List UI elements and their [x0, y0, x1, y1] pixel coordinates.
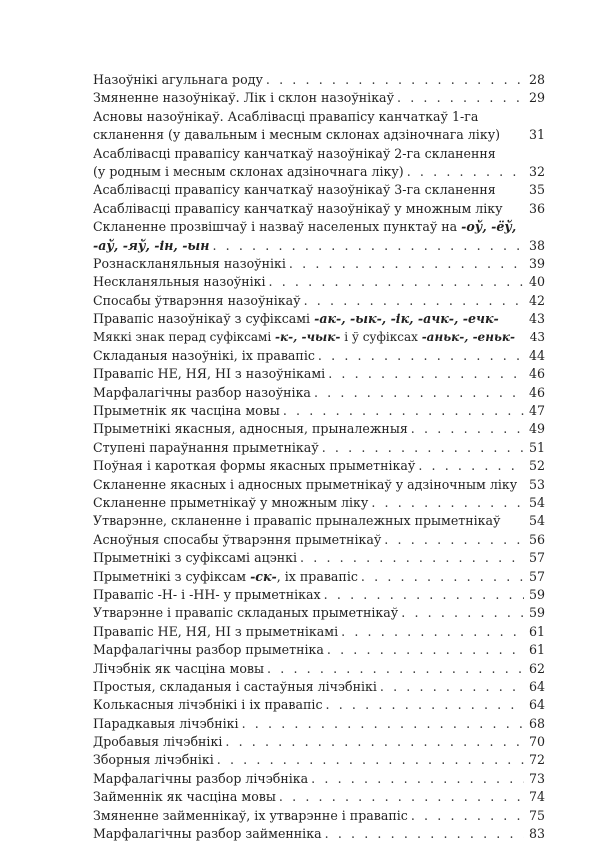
- toc-entry-title: [93, 770, 308, 788]
- toc-page-number: 70: [528, 734, 545, 750]
- toc-entry-text: Прыметнік як часціна мовы: [93, 403, 280, 419]
- toc-entry-title: [93, 788, 276, 806]
- toc-entry-title: [93, 292, 301, 310]
- toc-entry-text: Мяккі знак перад суфіксамі: [93, 330, 272, 345]
- toc-dot-leader: [401, 604, 524, 622]
- toc-page-number: 49: [528, 421, 545, 437]
- toc-entry[interactable]: [93, 126, 545, 144]
- toc-entry-text: Правапіс назоўнікаў з суфіксамі: [93, 311, 311, 327]
- toc-dot-leader: [212, 237, 524, 255]
- toc-entry-text: Марфалагічны разбор прыметніка: [93, 642, 324, 658]
- toc-dot-leader: [314, 384, 524, 402]
- toc-entry[interactable]: [93, 678, 545, 696]
- toc-entry[interactable]: [93, 641, 545, 659]
- toc-page-number: 44: [528, 347, 545, 363]
- toc-entry[interactable]: [93, 457, 545, 475]
- toc-entry-text: Зборныя лічэбнікі: [93, 752, 214, 768]
- toc-page-number: 72: [528, 752, 545, 768]
- toc-entry-text: Скланенне прыметнікаў у множным ліку: [93, 494, 369, 510]
- toc-entry-text: Асаблівасці правапісу канчаткаў назоўнікаў 2-га скланення: [93, 145, 496, 161]
- toc-dot-leader: [318, 347, 524, 365]
- toc-entry-text: Асаблівасці правапісу канчаткаў назоўнікаў у множным ліку: [93, 200, 503, 216]
- toc-entry-title: [93, 586, 321, 604]
- toc-entry-title: [93, 439, 319, 457]
- toc-page-number: 32: [528, 163, 545, 179]
- toc-entry-text: Прыметнікі якасныя, адносныя, прыналежныя: [93, 421, 408, 437]
- toc-entry-text: , іх правапіс: [276, 568, 358, 584]
- toc-entry[interactable]: [93, 145, 545, 163]
- toc-entry-suffixes: -аў, -яў, -ін, -ын: [93, 237, 210, 253]
- toc-entry-text: Скланенне якасных і адносных прыметнікаў у адзіночным ліку: [93, 476, 518, 492]
- toc-entry-title: [93, 237, 209, 255]
- toc-entry-title: [93, 715, 239, 733]
- toc-dot-leader: [326, 696, 524, 714]
- toc-dot-leader: [380, 678, 524, 696]
- toc-entry-text: Правапіс НЕ, НЯ, НІ з прыметнікамі: [93, 623, 339, 639]
- toc-entry[interactable]: [93, 255, 545, 273]
- toc-page-number: 42: [528, 292, 545, 308]
- toc-dot-leader: [327, 641, 524, 659]
- toc-page-number: 74: [528, 789, 545, 805]
- toc-dot-leader: [324, 586, 524, 604]
- toc-entry[interactable]: [93, 384, 545, 402]
- toc-entry[interactable]: [93, 292, 545, 310]
- toc-entry-title: [93, 218, 516, 236]
- toc-entry-title: [93, 678, 377, 696]
- toc-entry-title: [93, 604, 398, 622]
- toc-entry[interactable]: [93, 328, 545, 346]
- toc-entry-text: Асновы назоўнікаў. Асаблівасці правапісу канчаткаў 1-га: [93, 108, 479, 124]
- toc-page-number: 40: [528, 274, 545, 290]
- toc-entry-title: [93, 420, 408, 438]
- toc-entry-title: [93, 126, 500, 144]
- toc-dot-leader: [407, 163, 524, 181]
- toc-entry[interactable]: [93, 807, 545, 825]
- toc-entry-title: [93, 71, 263, 89]
- toc-entry[interactable]: [93, 108, 545, 126]
- toc-entry[interactable]: [93, 788, 545, 806]
- toc-page-number: 61: [528, 642, 545, 658]
- toc-dot-leader: [283, 402, 524, 420]
- toc-entry-text: і ў суфіксах: [344, 330, 418, 345]
- toc-page-number: 75: [528, 807, 545, 823]
- toc-entry-text: Колькасныя лічэбнікі і іх правапіс: [93, 697, 323, 713]
- toc-entry-title: [93, 384, 311, 402]
- toc-entry-text: Прыметнікі з суфіксам: [93, 568, 247, 584]
- toc-entry-suffixes: -аньк-, -еньк-: [421, 330, 515, 345]
- toc-dot-leader: [411, 420, 524, 438]
- toc-entry[interactable]: [93, 310, 545, 328]
- toc-entry-title: [93, 108, 478, 126]
- toc-entry-title: [93, 825, 322, 843]
- toc-entry[interactable]: [93, 218, 545, 236]
- toc-entry-text: Лічэбнік як часціна мовы: [93, 660, 265, 676]
- toc-dot-leader: [397, 89, 524, 107]
- toc-dot-leader: [328, 365, 524, 383]
- toc-entry-title: [93, 273, 266, 291]
- toc-page-number: 35: [528, 182, 545, 198]
- toc-dot-leader: [269, 273, 524, 291]
- toc-page-number: 53: [528, 476, 545, 492]
- toc-entry[interactable]: [93, 623, 545, 641]
- toc-dot-leader: [304, 292, 524, 310]
- toc-entry-text: Прыметнікі з суфіксамі ацэнкі: [93, 550, 298, 566]
- toc-dot-leader: [384, 531, 524, 549]
- toc-page-number: 52: [528, 458, 545, 474]
- toc-page-number: 36: [528, 200, 545, 216]
- toc-dot-leader: [361, 568, 524, 586]
- toc-entry-title: [93, 807, 408, 825]
- toc-entry-title: [93, 623, 338, 641]
- toc-page-number: 43: [529, 330, 545, 345]
- toc-entry[interactable]: [93, 568, 545, 586]
- toc-entry[interactable]: [93, 273, 545, 291]
- toc-entry[interactable]: [93, 71, 545, 89]
- toc-dot-leader: [266, 71, 524, 89]
- toc-entry-title: [93, 181, 496, 199]
- toc-entry-title: [93, 145, 496, 163]
- toc-entry-text: Нескланяльныя назоўнікі: [93, 274, 266, 290]
- toc-entry[interactable]: [93, 347, 545, 365]
- toc-page-number: 43: [528, 311, 545, 327]
- toc-entry-text: Правапіс -Н- і -НН- у прыметніках: [93, 586, 321, 602]
- toc-entry[interactable]: [93, 825, 545, 843]
- toc-dot-leader: [279, 788, 524, 806]
- toc-entry-text: Асноўныя спосабы ўтварэння прыметнікаў: [93, 531, 382, 547]
- toc-entry-title: [93, 568, 358, 586]
- toc-page-number: 31: [528, 127, 545, 143]
- toc-page-number: 46: [528, 384, 545, 400]
- toc-entry-text: Парадкавыя лічэбнікі: [93, 715, 239, 731]
- toc-entry-text: Назоўнікі агульнага роду: [93, 72, 263, 87]
- toc-entry-title: [93, 531, 381, 549]
- toc-dot-leader: [322, 439, 524, 457]
- toc-page-number: 47: [528, 403, 545, 419]
- toc-entry-title: [93, 733, 222, 751]
- toc-entry-text: Асаблівасці правапісу канчаткаў назоўнікаў 3-га скланення: [93, 182, 496, 198]
- toc-entry-text: Змяненне займеннікаў, іх утварэнне і правапіс: [93, 807, 408, 823]
- toc-entry[interactable]: [93, 604, 545, 622]
- toc-entry[interactable]: [93, 696, 545, 714]
- toc-dot-leader: [267, 660, 524, 678]
- toc-dot-leader: [341, 623, 524, 641]
- toc-dot-leader: [300, 549, 524, 567]
- toc-entry-text: Поўная і кароткая формы якасных прыметнікаў: [93, 458, 416, 474]
- toc-page-number: 64: [528, 697, 545, 713]
- toc-entry-title: [93, 163, 404, 181]
- toc-page-number: 57: [528, 550, 545, 566]
- toc-entry-text: Ступені параўнання прыметнікаў: [93, 439, 319, 455]
- toc-entry-text: Правапіс НЕ, НЯ, НІ з назоўнікамі: [93, 366, 326, 382]
- toc-entry[interactable]: [93, 476, 545, 494]
- toc-entry-text: Скланенне прозвішчаў і назваў населеных пунктаў на: [93, 219, 458, 235]
- toc-entry-title: [93, 549, 297, 567]
- toc-entry[interactable]: [93, 751, 545, 769]
- toc-page-number: 56: [528, 531, 545, 547]
- toc-page-number: 59: [528, 605, 545, 621]
- toc-entry-text: Рознаскланяльныя назоўнікі: [93, 255, 286, 271]
- toc-page-number: 61: [528, 623, 545, 639]
- toc-entry[interactable]: [93, 494, 545, 512]
- toc-entry-title: [93, 402, 280, 420]
- toc-entry-text: Дробавыя лічэбнікі: [93, 734, 223, 750]
- toc-page-number: 73: [528, 770, 545, 786]
- toc-entry-text: Змяненне назоўнікаў. Лік і склон назоўнікаў: [93, 90, 394, 106]
- toc-entry-title: [93, 328, 515, 346]
- toc-entry-text: Займеннік як часціна мовы: [93, 789, 276, 805]
- toc-entry-text: Марфалагічны разбор лічэбніка: [93, 770, 309, 786]
- toc-entry[interactable]: [93, 531, 545, 549]
- toc-dot-leader: [325, 825, 524, 843]
- toc-page-number: 28: [528, 72, 545, 87]
- toc-page-number: 64: [528, 678, 545, 694]
- toc-entry-text: (у родным і месным склонах адзіночнага ліку): [93, 163, 404, 179]
- toc-page-number: 59: [528, 586, 545, 602]
- toc-entry-title: [93, 347, 315, 365]
- toc-entry[interactable]: [93, 770, 545, 788]
- toc-entry[interactable]: [93, 439, 545, 457]
- toc-entry-text: Утварэнне, скланенне і правапіс прыналежных прыметнікаў: [93, 513, 501, 529]
- toc-dot-leader: [242, 715, 524, 733]
- toc-page-number: 54: [528, 513, 545, 529]
- toc-page-number: 38: [528, 237, 545, 253]
- toc-entry-title: [93, 641, 324, 659]
- toc-entry-title: [93, 310, 499, 328]
- toc-entry[interactable]: [93, 549, 545, 567]
- toc-entry[interactable]: [93, 420, 545, 438]
- toc-page-number: 29: [528, 90, 545, 106]
- toc-entry-suffixes: -ск-: [250, 568, 277, 584]
- toc-entry[interactable]: [93, 660, 545, 678]
- toc-entry-title: [93, 494, 368, 512]
- toc-entry-text: скланення (у давальным і месным склонах адзіночнага ліку): [93, 127, 501, 143]
- table-of-contents: [93, 71, 545, 843]
- toc-dot-leader: [371, 494, 524, 512]
- toc-entry-title: [93, 457, 415, 475]
- toc-entry-title: [93, 255, 286, 273]
- toc-entry[interactable]: [93, 89, 545, 107]
- toc-entry-text: Утварэнне і правапіс складаных прыметнікаў: [93, 605, 399, 621]
- toc-page-number: 39: [528, 255, 545, 271]
- toc-entry-title: [93, 696, 323, 714]
- toc-entry-title: [93, 476, 517, 494]
- toc-entry-text: Марфалагічны разбор назоўніка: [93, 384, 311, 400]
- toc-entry[interactable]: [93, 163, 545, 181]
- toc-entry-title: [93, 200, 503, 218]
- toc-page-number: 68: [528, 715, 545, 731]
- toc-entry-text: Простыя, складаныя і састаўныя лічэбнікі: [93, 678, 377, 694]
- toc-entry[interactable]: [93, 365, 545, 383]
- toc-dot-leader: [217, 751, 524, 769]
- toc-entry[interactable]: [93, 200, 545, 218]
- toc-entry-title: [93, 751, 214, 769]
- toc-entry-title: [93, 89, 394, 107]
- toc-entry-text: Складаныя назоўнікі, іх правапіс: [93, 347, 315, 363]
- toc-entry[interactable]: [93, 181, 545, 199]
- toc-page-number: 46: [528, 366, 545, 382]
- toc-page-number: 54: [528, 494, 545, 510]
- toc-entry[interactable]: [93, 586, 545, 604]
- toc-entry[interactable]: [93, 715, 545, 733]
- toc-dot-leader: [289, 255, 524, 273]
- toc-entry[interactable]: [93, 237, 545, 255]
- toc-entry-title: [93, 660, 264, 678]
- toc-page-number: 62: [528, 660, 545, 676]
- toc-entry[interactable]: [93, 402, 545, 420]
- toc-entry-text: Марфалагічны разбор займенніка: [93, 826, 322, 842]
- toc-entry-text: Спосабы ўтварэння назоўнікаў: [93, 292, 301, 308]
- toc-page-number: 57: [528, 568, 545, 584]
- toc-entry-suffixes: -ак-, -ык-, -ік, -ачк-, -ечк-: [314, 311, 499, 327]
- toc-entry-title: [93, 512, 500, 530]
- toc-dot-leader: [225, 733, 524, 751]
- toc-entry[interactable]: [93, 733, 545, 751]
- toc-entry-title: [93, 365, 325, 383]
- toc-dot-leader: [418, 457, 524, 475]
- toc-dot-leader: [311, 770, 524, 788]
- toc-entry[interactable]: [93, 512, 545, 530]
- toc-entry-suffixes: -оў, -ёў,: [461, 219, 517, 235]
- toc-page-number: 83: [528, 826, 545, 842]
- toc-dot-leader: [411, 807, 524, 825]
- toc-page-number: 51: [528, 439, 545, 455]
- toc-entry-suffixes: -к-, -чык-: [275, 330, 341, 345]
